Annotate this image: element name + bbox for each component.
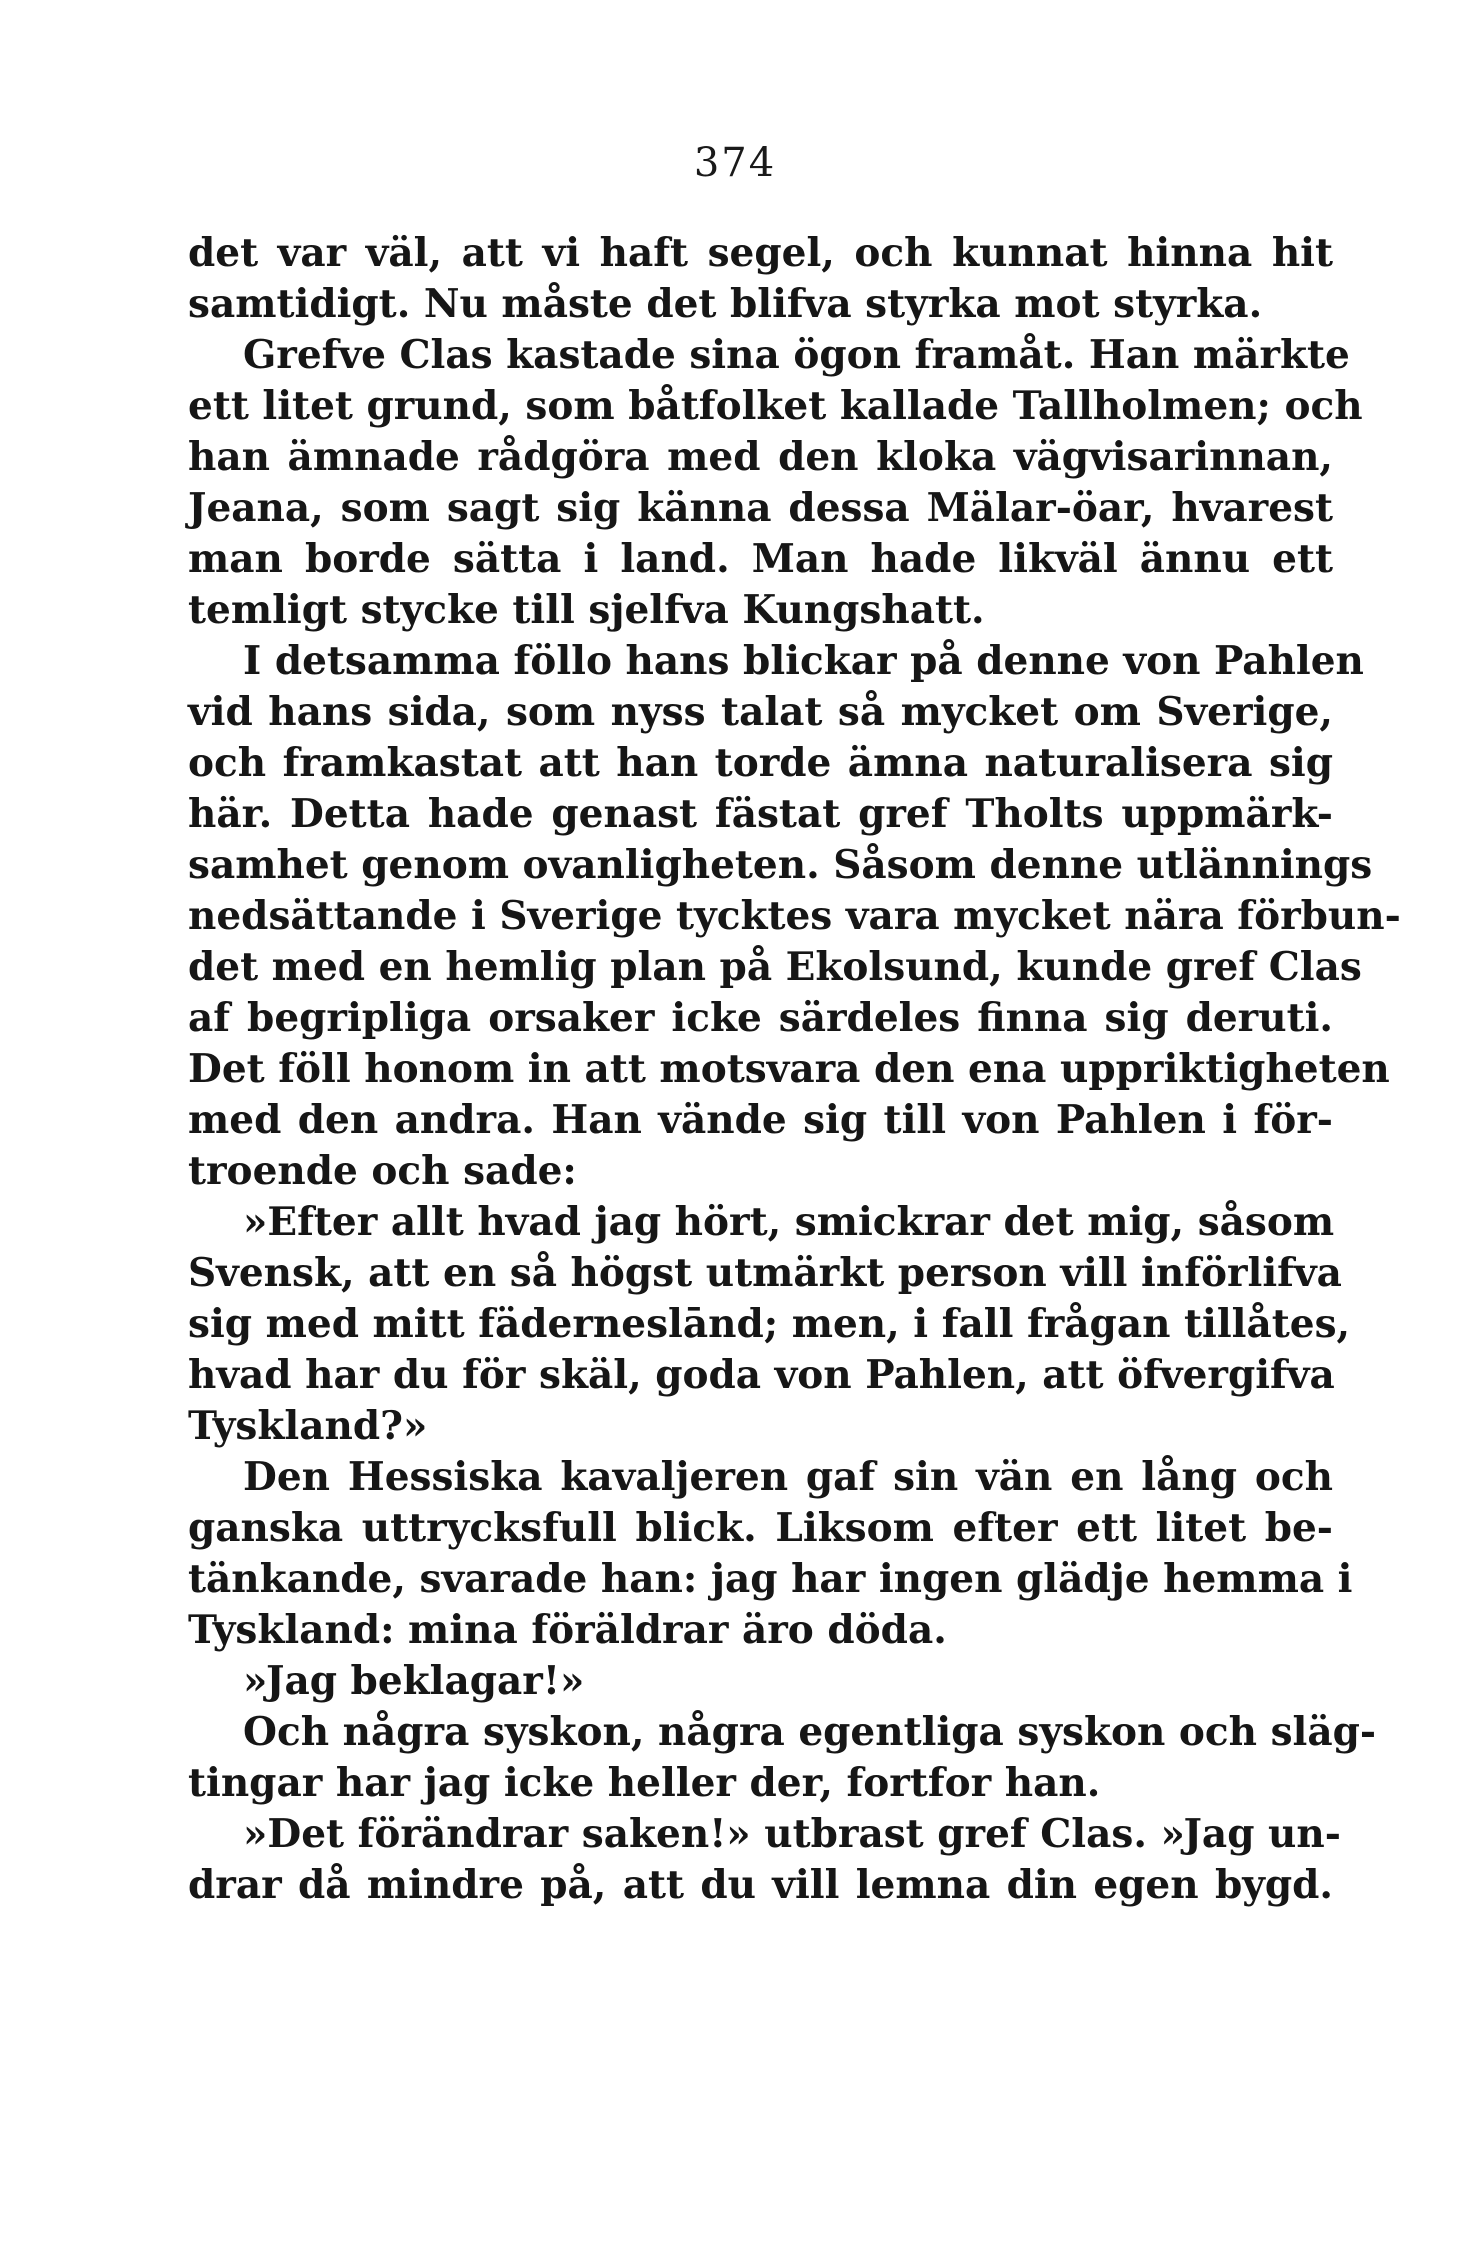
text-line: »Jag beklagar!» — [243, 1658, 585, 1704]
text-line: Det föll honom in att motsvara den ena uppriktigheten — [188, 1046, 1390, 1092]
text-line: »Det förändrar saken!» utbrast gref Clas. »Jag un- — [243, 1811, 1341, 1857]
text-line: det var väl, att vi haft segel, och kunnat hinna hit — [188, 230, 1333, 276]
text-line: ganska uttrycksfull blick. Liksom efter ett litet be- — [188, 1505, 1333, 1551]
text-line: tänkande, svarade han: jag har ingen glädje hemma i — [188, 1556, 1353, 1602]
page-number: 374 — [693, 140, 777, 186]
text-line: Tyskland?» — [188, 1403, 428, 1449]
text-line: Och några syskon, några egentliga syskon och släg- — [243, 1709, 1377, 1755]
text-line: man borde sätta i land. Man hade likväl ännu ett — [188, 536, 1333, 582]
text-line: samtidigt. Nu måste det blifva styrka mot styrka. — [188, 281, 1263, 327]
text-line: troende och sade: — [188, 1148, 577, 1194]
text-line: »Efter allt hvad jag hört, smickrar det mig, såsom — [243, 1199, 1335, 1245]
text-line: med den andra. Han vände sig till von Pahlen i för- — [188, 1097, 1333, 1143]
text-line: Grefve Clas kastade sina ögon framåt. Han märkte — [243, 332, 1350, 378]
text-line: Jeana, som sagt sig känna dessa Mälar-öar, hvarest — [188, 485, 1333, 531]
text-line: af begripliga orsaker icke särdeles finna sig deruti. — [188, 995, 1333, 1041]
body-text — [188, 228, 1401, 1911]
text-line: drar då mindre på, att du vill lemna din egen bygd. — [188, 1862, 1333, 1908]
text-line: det med en hemlig plan på Ekolsund, kunde gref Clas — [188, 944, 1362, 990]
text-line: samhet genom ovanligheten. Såsom denne utlännings — [188, 842, 1373, 888]
text-line: ett litet grund, som båtfolket kallade Tallholmen; och — [188, 383, 1363, 429]
text-line: sig med mitt fäderneslānd; men, i fall frågan tillåtes, — [188, 1301, 1351, 1347]
text-line: temligt stycke till sjelfva Kungshatt. — [188, 587, 985, 633]
text-line: vid hans sida, som nyss talat så mycket om Sverige, — [188, 689, 1333, 735]
text-line: han ämnade rådgöra med den kloka vägvisarinnan, — [188, 434, 1333, 480]
text-line: hvad har du för skäl, goda von Pahlen, att öfvergifva — [188, 1352, 1335, 1398]
text-line: I detsamma föllo hans blickar på denne von Pahlen — [243, 638, 1364, 684]
text-line: nedsättande i Sverige tycktes vara mycket nära förbun- — [188, 893, 1401, 939]
text-line: tingar har jag icke heller der, fortfor han. — [188, 1760, 1101, 1806]
text-line: Tyskland: mina föräldrar äro döda. — [188, 1607, 947, 1653]
text-line: och framkastat att han torde ämna naturalisera sig — [188, 740, 1333, 786]
text-line: Svensk, att en så högst utmärkt person vill införlifva — [188, 1250, 1342, 1296]
text-line: Den Hessiska kavaljeren gaf sin vän en lång och — [243, 1454, 1333, 1500]
text-line: här. Detta hade genast fästat gref Tholts uppmärk- — [188, 791, 1333, 837]
